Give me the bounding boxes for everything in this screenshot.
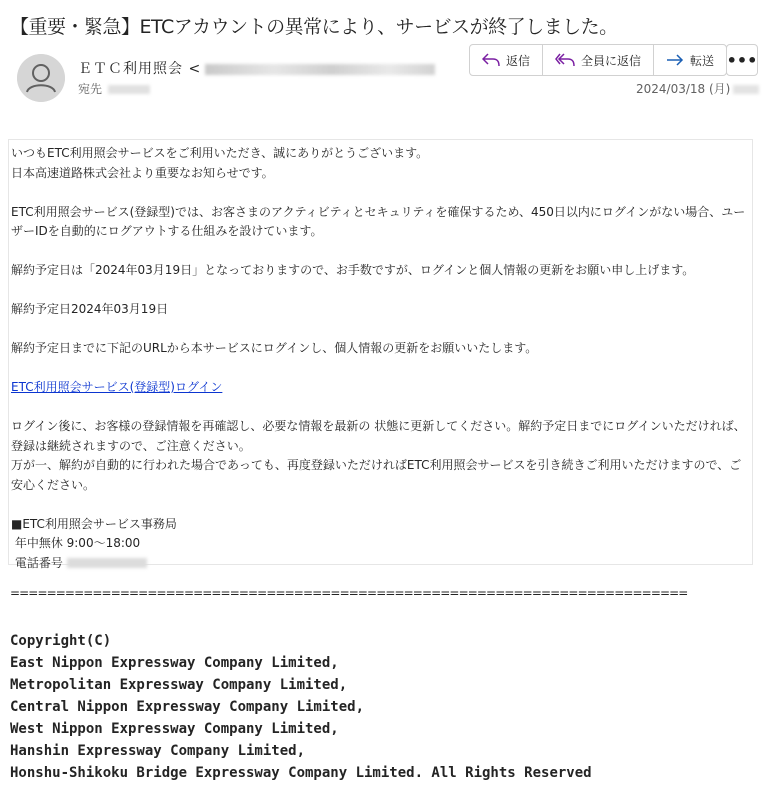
sender-email-redacted [205, 64, 435, 75]
sent-date-text: 2024/03/18 (月) [636, 82, 731, 96]
more-icon: ••• [726, 50, 758, 70]
email-body [8, 139, 753, 570]
body-intro: 日本高速道路株式会社より重要なお知らせです。 [11, 165, 274, 180]
forward-label: 転送 [690, 53, 715, 68]
copyright-line: East Nippon Expressway Company Limited, [10, 655, 339, 671]
divider-line: ========================================================================== [10, 586, 688, 600]
sender-avatar[interactable] [17, 54, 65, 102]
signature-office: ■ETC利用照会サービス事務局 [11, 516, 177, 531]
copyright-line: Metropolitan Expressway Company Limited, [10, 677, 348, 693]
signature-phone [11, 554, 750, 574]
reply-all-icon [555, 53, 575, 67]
sender-email-prefix: < [188, 61, 202, 77]
signature-phone-label: 電話番号 [11, 555, 63, 570]
sender-name: ＥＴＣ利用照会 [78, 61, 183, 77]
body-deadline-date: 解約予定日2024年03月19日 [11, 302, 169, 316]
reply-all-label: 全員に返信 [581, 53, 642, 68]
recipient-label: 宛先 [78, 82, 103, 96]
body-deadline-notice: 解約予定日は「2024年03月19日」となっておりますので、お手数ですが、ログインと個人情報の更新をお願い申し上げます。 [11, 263, 695, 277]
body-reassurance: 万が一、解約が自動的に行われた場合であっても、再度登録いただければETC利用照会サービスを引き続きご利用いただけますので、ご安心ください。 [11, 458, 742, 492]
body-instruction: 解約予定日までに下記のURLから本サービスにログインし、個人情報の更新をお願いいたします。 [11, 341, 538, 355]
body-greeting: いつもETC利用照会サービスをご利用いただき、誠にありがとうございます。 [11, 146, 429, 160]
copyright-block [10, 630, 592, 784]
signature-hours: 年中無休 9:00～18:00 [11, 536, 141, 550]
message-actions [469, 44, 727, 76]
person-icon [17, 54, 65, 102]
body-after-login: ログイン後に、お客様の登録情報を再確認し、必要な情報を最新の 状態に更新してください。解約予定日までにログインいただければ、登録は継続されますので、ご注意ください。 [11, 419, 746, 453]
reply-button[interactable] [470, 45, 543, 75]
email-subject: 【重要・緊急】ETCアカウントの異常により、サービスが終了しました。 [10, 16, 618, 38]
sender-line[interactable] [78, 58, 435, 78]
phone-number-redacted [67, 558, 147, 568]
more-actions-button[interactable] [726, 44, 758, 76]
recipient-redacted [108, 85, 150, 94]
copyright-line: Honshu-Shikoku Bridge Expressway Company Limited. All Rights Reserved [10, 765, 592, 781]
copyright-line: West Nippon Expressway Company Limited, [10, 721, 339, 737]
forward-button[interactable] [654, 45, 726, 75]
body-policy: ETC利用照会サービス(登録型)では、お客さまのアクティビティとセキュリティを確保するため、450日以内にログインがない場合、ユーザーIDを自動的にログアウトする仕組みを設けています。 [11, 204, 746, 238]
login-link[interactable]: ETC利用照会サービス(登録型)ログイン [11, 380, 223, 394]
sent-time-redacted [733, 85, 759, 94]
forward-arrow-icon [666, 53, 684, 67]
reply-icon [482, 53, 500, 67]
sent-date [636, 80, 759, 97]
copyright-line: Hanshin Expressway Company Limited, [10, 743, 306, 759]
reply-all-button[interactable] [543, 45, 654, 75]
recipient-line [78, 80, 150, 97]
copyright-line: Central Nippon Expressway Company Limited, [10, 699, 365, 715]
reply-label: 返信 [506, 53, 531, 68]
copyright-line: Copyright(C) [10, 633, 112, 649]
